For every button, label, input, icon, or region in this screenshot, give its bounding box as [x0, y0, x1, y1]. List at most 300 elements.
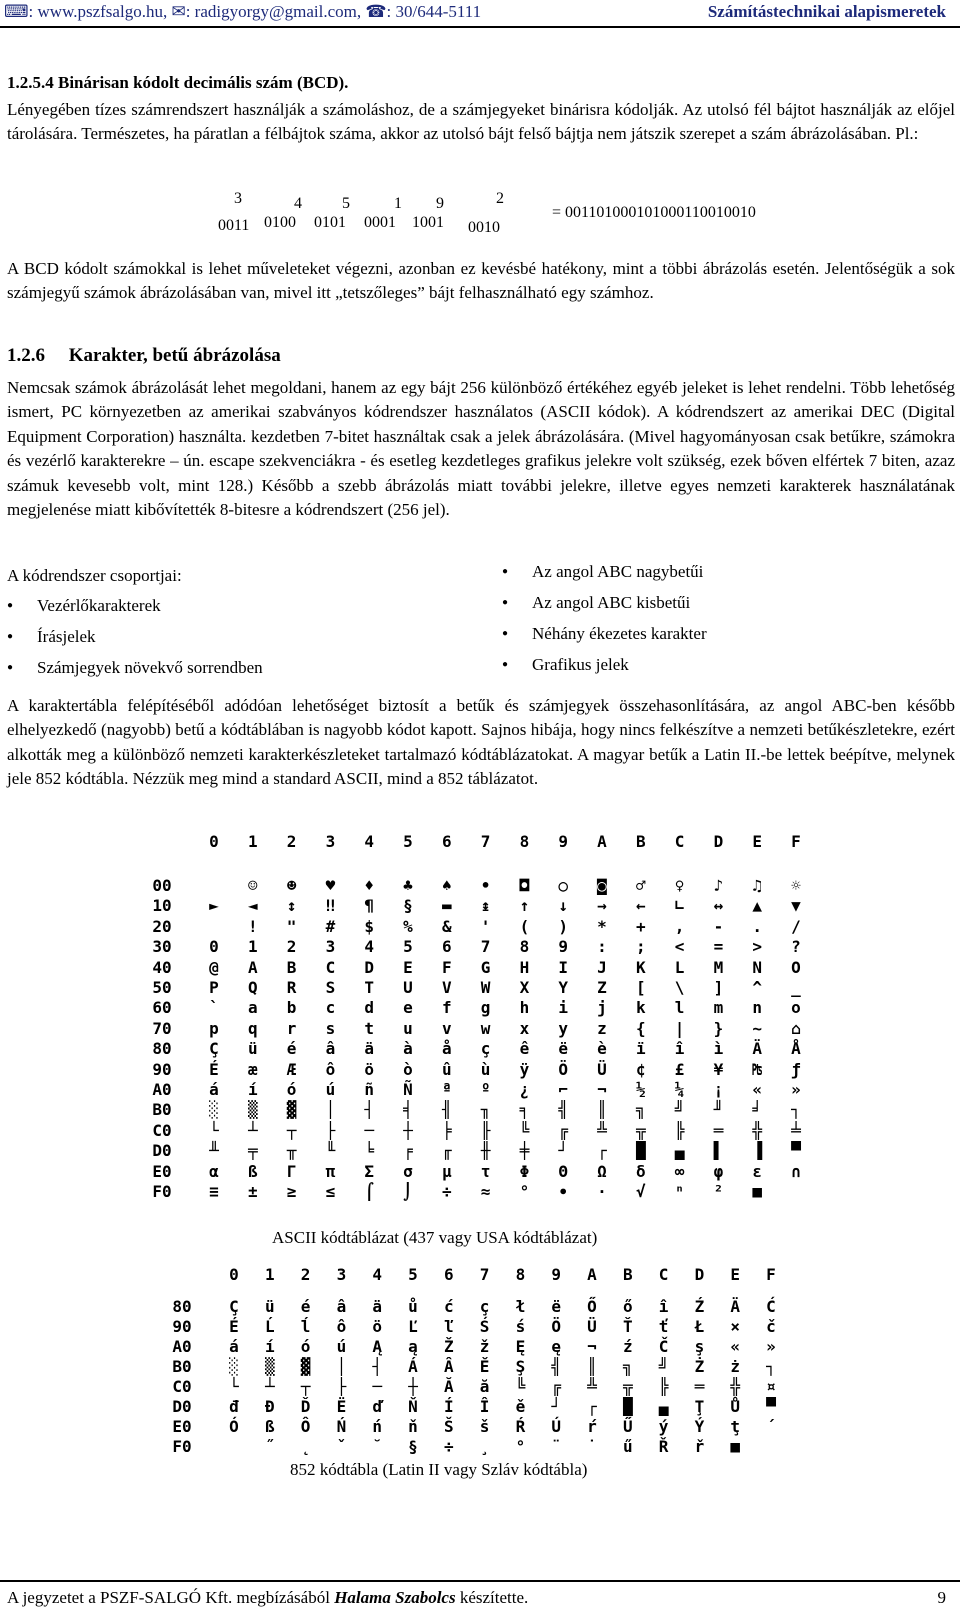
table-col-header: 2	[286, 832, 297, 851]
table-cell: ñ	[364, 1080, 374, 1099]
table-cell: K	[635, 957, 646, 977]
table-cell: ?	[791, 937, 801, 957]
table-row-header: E0	[152, 1161, 172, 1181]
table-cell: r	[286, 1018, 297, 1038]
group-item: ● Írásjelek	[7, 621, 263, 652]
table-col-header: 7	[480, 832, 491, 851]
table-cell: ò	[403, 1059, 413, 1079]
table-cell: ┘	[558, 1141, 568, 1161]
table-cell: Å	[791, 1039, 801, 1059]
table-cell: č	[766, 1317, 776, 1336]
table-cell: ∙	[558, 1182, 568, 1201]
table-cell: Ű	[622, 1417, 633, 1436]
table-cell: ╛	[752, 1100, 762, 1120]
table-cell: n	[752, 998, 762, 1018]
header-contact: ⌨: www.pszfsalgo.hu, ✉: radigyorgy@gmail.com, ☎: 30/644-5111	[4, 2, 482, 21]
table-cell: ╝	[674, 1100, 685, 1120]
table-cell: d	[364, 998, 374, 1018]
table-cell: a	[247, 998, 258, 1018]
table-cell: I	[558, 957, 568, 977]
table-cell: û	[441, 1059, 452, 1079]
table-cell: ż	[730, 1357, 740, 1376]
table-col-header: 9	[551, 1265, 561, 1284]
table-cell: ⌂	[791, 1018, 801, 1038]
table-cell: ♦	[364, 876, 374, 895]
page-number: 9	[937, 1588, 946, 1607]
table-cell: q	[247, 1018, 258, 1038]
table-cell: Ľ	[408, 1317, 418, 1336]
table-cell: Î	[479, 1397, 490, 1416]
table-cell: ┼	[408, 1377, 418, 1396]
table-cell: ╪	[519, 1141, 530, 1161]
table-row-header: D0	[152, 1141, 172, 1161]
table-col-header: 6	[441, 832, 452, 851]
bcd-digit: 9	[436, 195, 444, 212]
table-cell: §	[403, 896, 413, 916]
table-cell: ß	[264, 1417, 275, 1436]
table-cell: z	[597, 1018, 607, 1038]
table-cell: Ä	[752, 1039, 762, 1059]
table-cell: ■	[730, 1437, 740, 1456]
table-cell: R	[286, 978, 297, 997]
table-cell: â	[325, 1039, 336, 1059]
header-title: Számítástechnikai alapismeretek	[707, 2, 946, 21]
bcd-code: 0010	[468, 219, 500, 236]
table-cell: ţ	[730, 1417, 740, 1436]
table-cell: ů	[408, 1297, 418, 1316]
table-cell: B	[286, 957, 297, 977]
table-cell: S	[325, 978, 336, 997]
table-cell: ╩	[597, 1120, 607, 1140]
table-cell: ╕	[519, 1100, 530, 1120]
table-cell: ±	[247, 1182, 258, 1201]
table-cell: m	[713, 998, 724, 1018]
table-cell: ╦	[635, 1120, 646, 1140]
table-cell: ź	[622, 1337, 633, 1356]
table-cell: ▀	[791, 1141, 801, 1161]
table-cell: Σ	[364, 1161, 374, 1181]
table-cell: █	[635, 1141, 646, 1161]
table-cell: s	[325, 1018, 336, 1038]
table-cell: ■	[752, 1182, 762, 1201]
table-cell: ř	[694, 1437, 705, 1456]
table-cell: ◙	[597, 876, 607, 895]
table-cell: u	[403, 1018, 413, 1038]
table-cell: µ	[441, 1161, 452, 1181]
bcd-code: 0001	[364, 214, 396, 231]
table-cell: ▬	[441, 896, 452, 916]
table-cell: ü	[264, 1297, 275, 1316]
footer-suffix: készítette.	[455, 1588, 529, 1607]
table-cell: w	[480, 1018, 491, 1038]
table-cell: ▒	[247, 1100, 258, 1120]
table-col-header: 3	[325, 832, 336, 851]
table-cell: ↔	[713, 896, 724, 916]
table-row-header: 10	[152, 896, 172, 916]
table-cell: Y	[558, 978, 568, 997]
table-cell: Ż	[694, 1357, 705, 1376]
table-cell: ç	[480, 1039, 491, 1059]
table-cell: á	[209, 1080, 219, 1099]
table-cell: e	[403, 998, 413, 1018]
table-cell: Γ	[286, 1161, 297, 1181]
table-cell: §	[408, 1437, 418, 1456]
table-row-header: 40	[152, 957, 172, 977]
table-cell: :	[597, 937, 607, 957]
table-cell: Ź	[694, 1297, 705, 1316]
table-col-header: C	[658, 1265, 669, 1284]
table-cell: Ň	[408, 1397, 418, 1416]
table-cell: ╚	[515, 1377, 526, 1396]
table-cell: ╤	[247, 1141, 258, 1161]
table-cell: ─	[372, 1377, 382, 1396]
group-item: ● Számjegyek növekvő sorrendben	[7, 652, 263, 683]
table-cell: ï	[635, 1039, 646, 1059]
table-col-header: 8	[519, 832, 530, 851]
bcd-digit: 5	[342, 195, 350, 212]
latin2-caption: 852 kódtábla (Latin II vagy Szláv kódtábla)	[290, 1460, 588, 1479]
bcd-result: = 001101000101000110010010	[552, 204, 756, 221]
table-cell: X	[519, 978, 530, 997]
table-cell: ˇ	[336, 1437, 347, 1456]
table-cell: ä	[364, 1039, 374, 1059]
table-cell: è	[597, 1039, 607, 1059]
table-cell: M	[713, 957, 724, 977]
table-cell: 2	[286, 937, 297, 957]
table-cell: φ	[713, 1161, 724, 1181]
table-cell: ¡	[713, 1080, 724, 1099]
table-cell: ù	[480, 1059, 491, 1079]
table-cell: ;	[635, 937, 646, 957]
table-cell: ♂	[635, 876, 646, 895]
table-cell: ♀	[674, 876, 685, 895]
table-cell: Ă	[443, 1377, 454, 1396]
table-cell: <	[674, 937, 685, 957]
table-cell: H	[519, 957, 530, 977]
table-cell: Ô	[300, 1417, 311, 1436]
table-cell: ¿	[519, 1080, 530, 1099]
table-cell: 9	[558, 937, 568, 957]
table-cell: æ	[247, 1059, 258, 1079]
table-cell: └	[229, 1377, 239, 1396]
char-closing: A karaktertábla felépítéséből adódóan lehetőséget biztosít a betűk és számjegyek összehasonlítására, az angol ABC-ben később elhelyezkedő (nagyobb) betű a kódtáblában is nagyobb kódot kapott. Sajnos hibája, hogy nincs felkészítve a nemzeti betűkészletekre, ezért alkották meg a különböző nemzeti karakterkészleteket tartalmazó kódtáblázatokat. A magyar betűk a Latin II.-be lettek beépítve, melynek jele 852 kódtábla. Nézzük meg mind a standard ASCII, mind a 852 táblázatot.	[7, 696, 955, 789]
table-cell: ┼	[403, 1120, 413, 1140]
table-cell: ·	[597, 1182, 607, 1201]
table-cell: ô	[325, 1059, 336, 1079]
table-cell: '	[480, 916, 491, 936]
table-cell: ├	[336, 1377, 347, 1396]
table-col-header: 3	[336, 1265, 347, 1284]
table-cell: ½	[635, 1080, 646, 1099]
table-cell: ¶	[364, 896, 374, 916]
table-row-header: 90	[172, 1317, 192, 1336]
table-cell: ┬	[300, 1377, 311, 1396]
table-cell: Ü	[597, 1059, 607, 1079]
table-cell: º	[480, 1080, 491, 1099]
table-cell: ╠	[658, 1377, 669, 1396]
table-cell: ┘	[551, 1397, 561, 1416]
table-cell: ╗	[622, 1357, 633, 1376]
table-cell: ╖	[480, 1100, 491, 1120]
table-cell: ş	[694, 1337, 705, 1356]
table-col-header: F	[791, 832, 801, 851]
page-header	[0, 0, 960, 28]
table-cell: ß	[247, 1161, 258, 1181]
table-cell: ó	[300, 1337, 311, 1356]
bcd-digit: 2	[496, 190, 504, 207]
table-cell: ░	[209, 1100, 219, 1120]
table-cell: Ç	[229, 1297, 239, 1316]
table-cell: ║	[597, 1100, 607, 1120]
table-cell: ^	[752, 978, 762, 997]
table-col-header: 4	[372, 1265, 382, 1284]
table-cell: ═	[713, 1120, 724, 1140]
table-cell: à	[403, 1039, 413, 1059]
table-cell: │	[325, 1100, 336, 1120]
table-cell: ╬	[730, 1377, 740, 1396]
table-cell: ²	[713, 1182, 724, 1201]
table-cell: ╬	[752, 1120, 762, 1140]
table-cell: │	[336, 1357, 347, 1376]
table-cell: $	[364, 916, 374, 936]
table-row-header: 80	[152, 1039, 172, 1059]
table-cell: U	[403, 978, 413, 997]
table-cell: ┐	[791, 1100, 801, 1120]
table-cell: Z	[597, 978, 607, 997]
table-cell: ╦	[622, 1377, 633, 1396]
table-cell: ⌐	[558, 1080, 568, 1099]
table-cell: ª	[441, 1080, 452, 1099]
table-cell: ↓	[558, 896, 568, 916]
table-cell: Ń	[336, 1417, 347, 1436]
table-col-header: 1	[264, 1265, 275, 1284]
table-cell: ┬	[286, 1120, 297, 1140]
table-cell: ▀	[766, 1397, 776, 1416]
table-cell: =	[713, 937, 724, 957]
table-cell: ╒	[403, 1141, 413, 1161]
table-cell: â	[336, 1297, 347, 1316]
table-cell: Ě	[479, 1357, 490, 1376]
table-cell: ĺ	[300, 1317, 311, 1336]
table-cell: ▼	[791, 896, 801, 916]
table-cell: Ś	[479, 1317, 490, 1336]
table-cell: p	[209, 1018, 219, 1038]
table-cell: √	[635, 1182, 646, 1201]
table-cell: b	[286, 998, 297, 1018]
table-cell: ś	[515, 1317, 526, 1336]
table-cell: ű	[622, 1437, 633, 1456]
table-cell: ŕ	[587, 1417, 597, 1436]
table-cell: ä	[372, 1297, 382, 1316]
table-col-header: A	[597, 832, 607, 851]
bcd-code: 1001	[412, 214, 444, 231]
table-cell: »	[791, 1080, 801, 1099]
table-cell: ¬	[587, 1337, 597, 1356]
table-cell: å	[441, 1039, 452, 1059]
table-col-header: 5	[403, 832, 413, 851]
table-cell: ╟	[480, 1120, 491, 1140]
table-cell: ˛	[300, 1437, 311, 1456]
group-item: ● Az angol ABC kisbetűi	[502, 587, 707, 618]
table-cell: ö	[364, 1059, 374, 1079]
table-cell: ◘	[519, 876, 530, 895]
table-cell: Ŕ	[515, 1417, 526, 1436]
table-cell: %	[403, 916, 413, 936]
table-cell: ×	[730, 1317, 740, 1336]
table-cell: C	[325, 957, 336, 977]
table-cell: Ş	[515, 1357, 526, 1376]
table-cell: ˙	[587, 1437, 597, 1456]
table-cell: ╫	[480, 1141, 491, 1161]
table-cell: π	[325, 1161, 336, 1181]
table-cell: é	[300, 1297, 311, 1316]
table-cell: ¼	[674, 1080, 685, 1099]
table-cell: ¬	[597, 1080, 607, 1099]
table-col-header: C	[674, 832, 685, 851]
table-cell: •	[480, 876, 491, 895]
table-col-header: 9	[558, 832, 568, 851]
table-cell: ]	[713, 978, 724, 997]
table-cell: ú	[336, 1337, 347, 1356]
table-cell: ł	[515, 1297, 526, 1316]
bcd-code: 0100	[264, 214, 296, 231]
table-row-header: C0	[152, 1120, 172, 1140]
table-col-header: A	[587, 1265, 597, 1284]
table-cell: ü	[247, 1039, 258, 1059]
table-cell: ╜	[713, 1100, 724, 1120]
table-cell: ╨	[209, 1141, 219, 1161]
table-cell: °	[519, 1182, 530, 1201]
table-cell: ¤	[766, 1377, 776, 1396]
table-cell: ╔	[558, 1120, 568, 1140]
table-cell: δ	[635, 1161, 646, 1181]
table-cell: ♣	[403, 876, 413, 895]
table-cell: Ĺ	[264, 1317, 275, 1336]
table-cell: ▄	[674, 1141, 685, 1161]
table-cell: í	[247, 1080, 258, 1099]
table-cell: \	[674, 978, 685, 997]
table-cell: Ý	[694, 1417, 705, 1436]
table-cell: É	[229, 1317, 239, 1336]
table-cell: ▓	[286, 1100, 297, 1120]
table-cell: Ç	[209, 1039, 219, 1059]
table-cell: )	[558, 916, 568, 936]
table-row-header: 00	[152, 876, 172, 895]
table-cell: y	[558, 1018, 568, 1038]
table-cell: α	[209, 1161, 219, 1181]
table-cell: /	[791, 916, 801, 936]
table-cell: Ñ	[403, 1080, 413, 1099]
table-cell: ┤	[364, 1100, 374, 1120]
table-cell: Ő	[587, 1297, 597, 1316]
table-cell: Æ	[286, 1059, 297, 1079]
table-col-header: 0	[229, 1265, 239, 1284]
table-cell	[216, 1437, 252, 1456]
table-row-header: B0	[152, 1100, 172, 1120]
table-cell: x	[519, 1018, 530, 1038]
table-cell: ∞	[674, 1161, 685, 1181]
table-cell: #	[325, 916, 336, 936]
group-item: ● Néhány ékezetes karakter	[502, 618, 707, 649]
table-row-header: 20	[152, 916, 172, 936]
table-row-header: A0	[152, 1080, 172, 1099]
table-cell: ◄	[247, 896, 258, 916]
table-cell: Ł	[694, 1317, 705, 1336]
table-cell: Ä	[730, 1297, 740, 1316]
table-cell: {	[635, 1018, 646, 1038]
table-cell: ≈	[480, 1182, 491, 1201]
table-cell: ┌	[597, 1141, 607, 1161]
table-cell: G	[480, 957, 491, 977]
table-cell: ┤	[372, 1357, 382, 1376]
table-cell: Ö	[551, 1317, 561, 1336]
table-cell: đ	[229, 1397, 239, 1416]
footer-credit	[7, 1588, 528, 1608]
table-cell: ë	[558, 1039, 568, 1059]
table-cell: J	[597, 957, 607, 977]
table-col-header: E	[752, 832, 762, 851]
table-cell: ╥	[286, 1141, 297, 1161]
table-cell: ô	[336, 1317, 347, 1336]
table-cell: "	[286, 916, 297, 936]
table-cell: ╠	[674, 1120, 685, 1140]
table-row-header: C0	[172, 1377, 192, 1396]
table-cell: ë	[551, 1297, 561, 1316]
table-cell: Í	[443, 1397, 454, 1416]
table-cell: ó	[286, 1080, 297, 1099]
table-cell: N	[752, 957, 762, 977]
table-cell: Q	[247, 978, 258, 997]
table-cell: 4	[364, 937, 374, 957]
table-cell: k	[635, 998, 646, 1018]
table-cell: ń	[372, 1417, 382, 1436]
table-cell: î	[658, 1297, 669, 1316]
table-cell: τ	[480, 1161, 491, 1181]
table-row-header: B0	[172, 1357, 192, 1376]
table-cell: ê	[519, 1039, 530, 1059]
table-cell: Á	[408, 1357, 418, 1376]
table-cell: .	[752, 916, 762, 936]
table-col-header: 5	[408, 1265, 418, 1284]
table-cell: ☺	[247, 876, 258, 895]
table-cell: ▐	[752, 1141, 762, 1161]
table-cell: &	[441, 916, 452, 936]
table-cell: A	[247, 957, 258, 977]
table-cell: ═	[694, 1377, 705, 1396]
groups-label: A kódrendszer csoportjai:	[7, 566, 182, 585]
footer-author: Halama Szabolcs	[334, 1588, 456, 1607]
table-cell: Ą	[372, 1337, 382, 1356]
table-col-header: B	[622, 1265, 633, 1284]
table-cell: 0	[209, 937, 219, 957]
table-cell: ť	[658, 1317, 669, 1336]
table-cell: Φ	[519, 1161, 530, 1181]
table-cell: Ü	[587, 1317, 597, 1336]
table-cell: _	[791, 978, 801, 997]
table-cell: ♥	[325, 876, 336, 895]
table-cell: ▌	[713, 1141, 724, 1161]
table-cell: Ž	[443, 1337, 454, 1356]
table-cell: Ć	[766, 1297, 776, 1316]
bcd-intro: Lényegében tízes számrendszert használják a számoláshoz, de a számjegyeket binárisra kódolják. Az utolsó fél bájtot használják az előjel tárolására. Természetes, ha páratlan a félbájtok száma, akkor az utolsó bájt felső bájtja nem játszik szerepet a szám ábrázolásában. Pl.:	[7, 100, 955, 144]
table-cell: c	[325, 998, 336, 1018]
table-cell: Ú	[551, 1417, 561, 1436]
table-cell: é	[286, 1039, 297, 1059]
table-cell: l	[674, 998, 685, 1018]
table-cell: >	[752, 937, 762, 957]
table-cell: P	[209, 978, 219, 997]
table-cell: Ę	[515, 1337, 526, 1356]
